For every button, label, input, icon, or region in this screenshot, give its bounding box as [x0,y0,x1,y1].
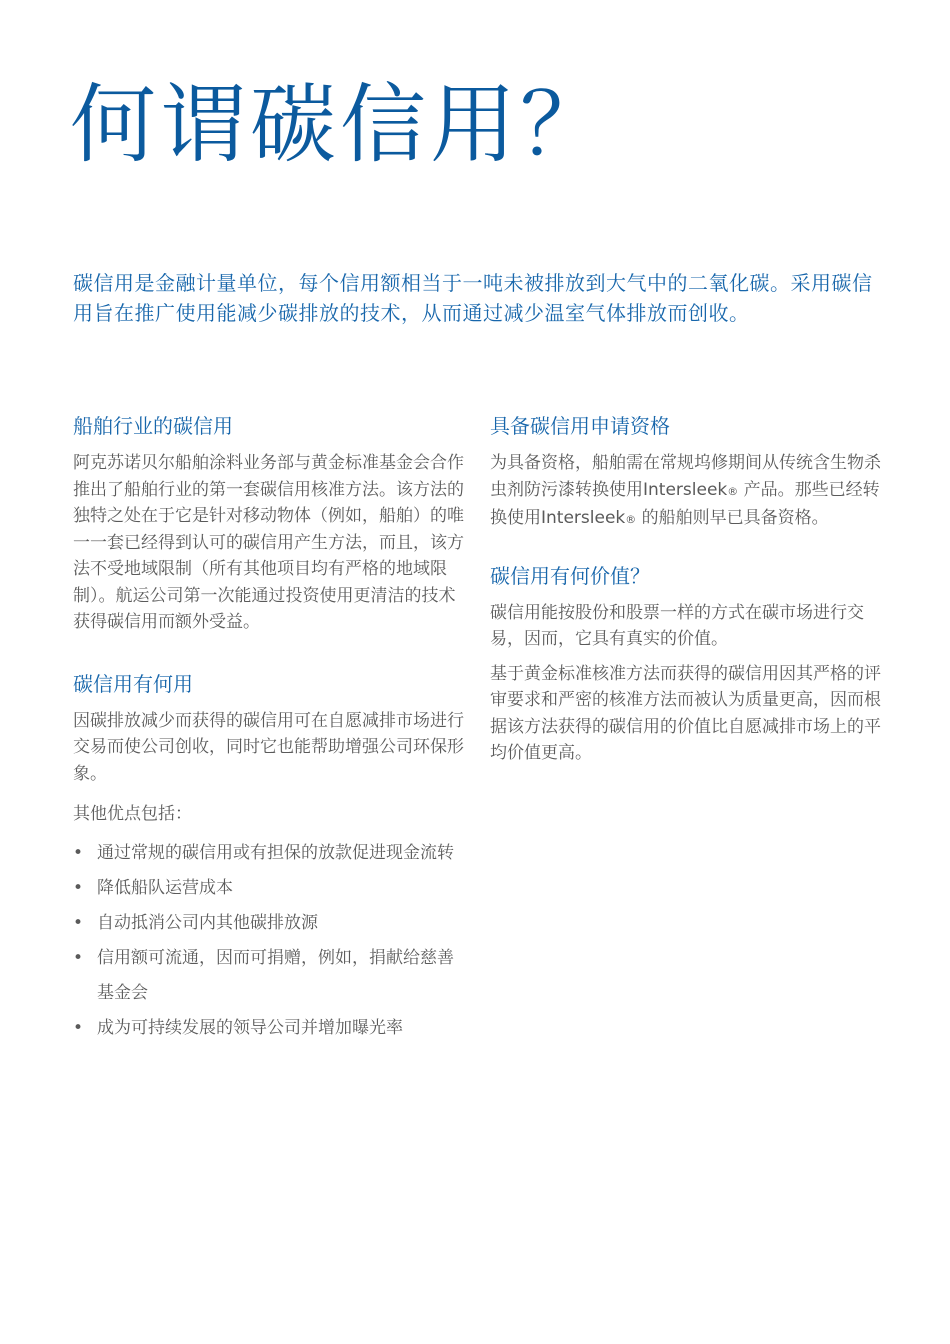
value-body-2: 基于黄金标准核准方法而获得的碳信用因其严格的评审要求和严密的核准方法而被认为质量更高，因而根据该方法获得的碳信用的价值比自愿减排市场上的平均价值更高。 [490,663,881,763]
benefits-list [73,836,465,1046]
registered-mark: ® [727,484,739,498]
uses-body: 因碳排放减少而获得的碳信用可在自愿减排市场进行交易而使公司创收，同时它也能帮助增强公司环保形象。 [73,710,464,784]
eligibility-text-2: 产品。那些已经转换使用Intersleek [490,479,880,528]
benefits-intro: 其他优点包括： [73,804,192,824]
list-item: • 成为可持续发展的领导公司并增加曝光率 [73,1011,465,1046]
right-column [490,410,885,767]
list-item: • 通过常规的碳信用或有担保的放款促进现金流转 [73,836,465,871]
section-heading-eligibility: 具备碳信用申请资格 [490,414,670,438]
section-heading-marine-carbon-credits: 船舶行业的碳信用 [73,414,233,438]
eligibility-text-3: 的船舶则早已具备资格。 [636,508,829,528]
marine-carbon-credits-body: 阿克苏诺贝尔船舶涂料业务部与黄金标准基金会合作推出了船舶行业的第一套碳信用核准方法。该方法的独特之处在于它是针对移动物体（例如，船舶）的唯一一套已经得到认可的碳信用产生方法，而且，该方法不受地域限制（所有其他项目均有严格的地域限制）。航运公司第一次能通过投资使用更清洁的技术获得碳信用而额外受益。 [73,453,464,632]
section-heading-uses: 碳信用有何用 [73,671,193,696]
section-heading-value: 碳信用有何价值？ [490,563,650,588]
value-body-1: 碳信用能按股份和股票一样的方式在碳市场进行交易，因而，它具有真实的价值。 [490,602,864,649]
left-column [73,410,465,1046]
list-item: • 信用额可流通，因而可捐赠，例如，捐献给慈善基金会 [73,941,465,1011]
eligibility-text-1: 为具备资格，船舶需在常规坞修期间从传统含生物杀虫剂防污漆转换使用Intersleek [490,453,881,500]
list-item: • 自动抵消公司内其他碳排放源 [73,906,465,941]
list-item: • 降低船队运营成本 [73,871,465,906]
page-title: 何谓碳信用？ [70,75,610,175]
registered-mark: ® [625,513,637,526]
intro-paragraph: 碳信用是金融计量单位，每个信用额相当于一吨未被排放到大气中的二氧化碳。采用碳信用旨在推广使用能减少碳排放的技术，从而通过减少温室气体排放而创收。 [73,271,873,325]
eligibility-body [490,450,885,534]
